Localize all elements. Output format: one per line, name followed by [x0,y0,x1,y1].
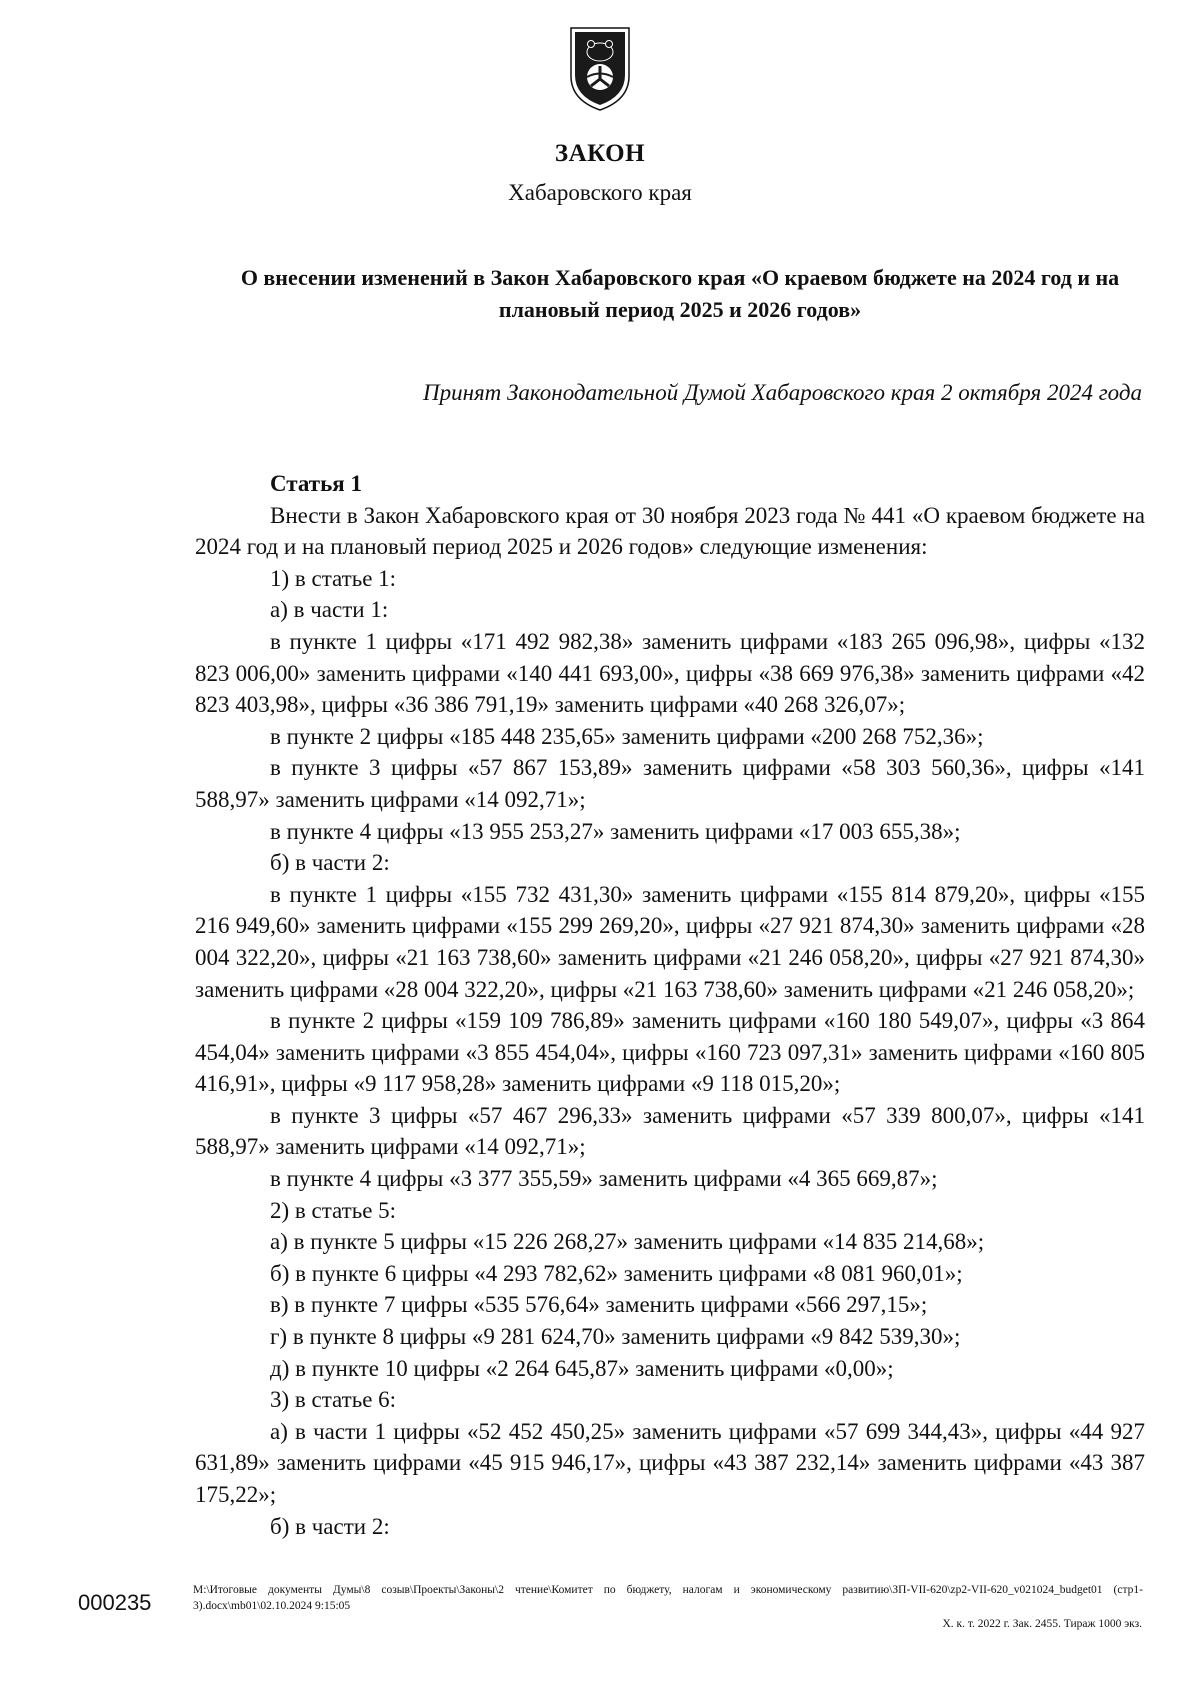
article-paragraph: в пункте 2 цифры «159 109 786,89» заменить цифрами «160 180 549,07», цифры «3 864 454,04» заменить цифрами «3 855 454,04», цифры «160 723 097,31» заменить цифрами «160 805 416,91», цифры «9 117 958,28» заменить цифрами «9 118 015,20»; [195,1008,1145,1097]
article-paragraph: а) в пункте 5 цифры «15 226 268,27» заменить цифрами «14 835 214,68»; [270,1229,985,1255]
article-paragraph: г) в пункте 8 цифры «9 281 624,70» заменить цифрами «9 842 539,30»; [270,1324,961,1350]
article-paragraph: в пункте 4 цифры «3 377 355,59» заменить цифрами «4 365 669,87»; [270,1166,938,1192]
law-subject: О внесении изменений в Закон Хабаровского края «О краевом бюджете на 2024 год и на плановый период 2025 и 2026 годов» [240,265,1120,322]
file-path: M:\Итоговые документы Думы\8 созыв\Проекты\Законы\2 чтение\Комитет по бюджету, налогам и экономическому развитию\ЗП-VII-620\zp2-VII-620_v021024_budget01 (стр1-3).docx\mb01\02.10.2024 9:15:05 [193,1584,1143,1612]
article-paragraph: б) в части 2: [270,850,390,876]
article-paragraph: а) в части 1: [270,597,389,623]
article-paragraph: в пункте 3 цифры «57 867 153,89» заменить цифрами «58 303 560,36», цифры «141 588,97» заменить цифрами «14 092,71»; [195,755,1145,812]
article-paragraph: 3) в статье 6: [270,1387,397,1413]
article-paragraph: в пункте 2 цифры «185 448 235,65» заменить цифрами «200 268 752,36»; [270,723,984,749]
article-paragraph: в пункте 1 цифры «171 492 982,38» заменить цифрами «183 265 096,98», цифры «132 823 006,00» заменить цифрами «140 441 693,00», цифры «38 669 976,38» заменить цифрами «42 823 403,98», цифры «36 386 791,19» заменить цифрами «40 268 326,07»; [195,628,1145,718]
adoption-note: Принят Законодательной Думой Хабаровского края 2 октября 2024 года [422,380,1142,405]
article-paragraph: 2) в статье 5: [270,1197,397,1223]
article-paragraph: б) в части 2: [270,1513,390,1539]
article-paragraph: в пункте 4 цифры «13 955 253,27» заменить цифрами «17 003 655,38»; [270,818,961,844]
law-title: ЗАКОН [554,140,646,167]
article-paragraph: б) в пункте 6 цифры «4 293 782,62» заменить цифрами «8 081 960,01»; [270,1260,963,1286]
document-number: 000235 [78,1590,152,1615]
article-body [195,468,1145,1542]
article-paragraph: Внести в Закон Хабаровского края от 30 ноября 2023 года № 441 «О краевом бюджете на 2024 год и на плановый период 2025 и 2026 годов» следующие изменения: [195,502,1145,560]
article-paragraph: д) в пункте 10 цифры «2 264 645,87» заменить цифрами «0,00»; [270,1355,894,1381]
article-heading: Статья 1 [270,471,362,496]
khabarovsk-coat-of-arms-icon [567,22,633,112]
article-paragraph: а) в части 1 цифры «52 452 450,25» заменить цифрами «57 699 344,43», цифры «44 927 631,89» заменить цифрами «45 915 946,17», цифры «43 387 232,14» заменить цифрами «43 387 175,22»; [195,1418,1145,1507]
article-paragraph: в пункте 3 цифры «57 467 296,33» заменить цифрами «57 339 800,07», цифры «141 588,97» заменить цифрами «14 092,71»; [195,1102,1145,1160]
article-paragraph: в пункте 1 цифры «155 732 431,30» заменить цифрами «155 814 879,20», цифры «155 216 949,60» заменить цифрами «155 299 269,20», цифры «27 921 874,30» заменить цифрами «28 004 322,20», цифры «21 163 738,60» заменить цифрами «21 246 058,20», цифры «27 921 874,30» заменить цифрами «28 004 322,20», цифры «21 163 738,60» заменить цифрами «21 246 058,20»; [195,881,1145,1002]
article-paragraph: в) в пункте 7 цифры «535 576,64» заменить цифрами «566 297,15»; [270,1292,928,1318]
article-paragraph: 1) в статье 1: [270,565,397,591]
law-region: Хабаровского края [508,180,692,205]
print-info: Х. к. т. 2022 г. Зак. 2455. Тираж 1000 экз. [942,1618,1142,1630]
